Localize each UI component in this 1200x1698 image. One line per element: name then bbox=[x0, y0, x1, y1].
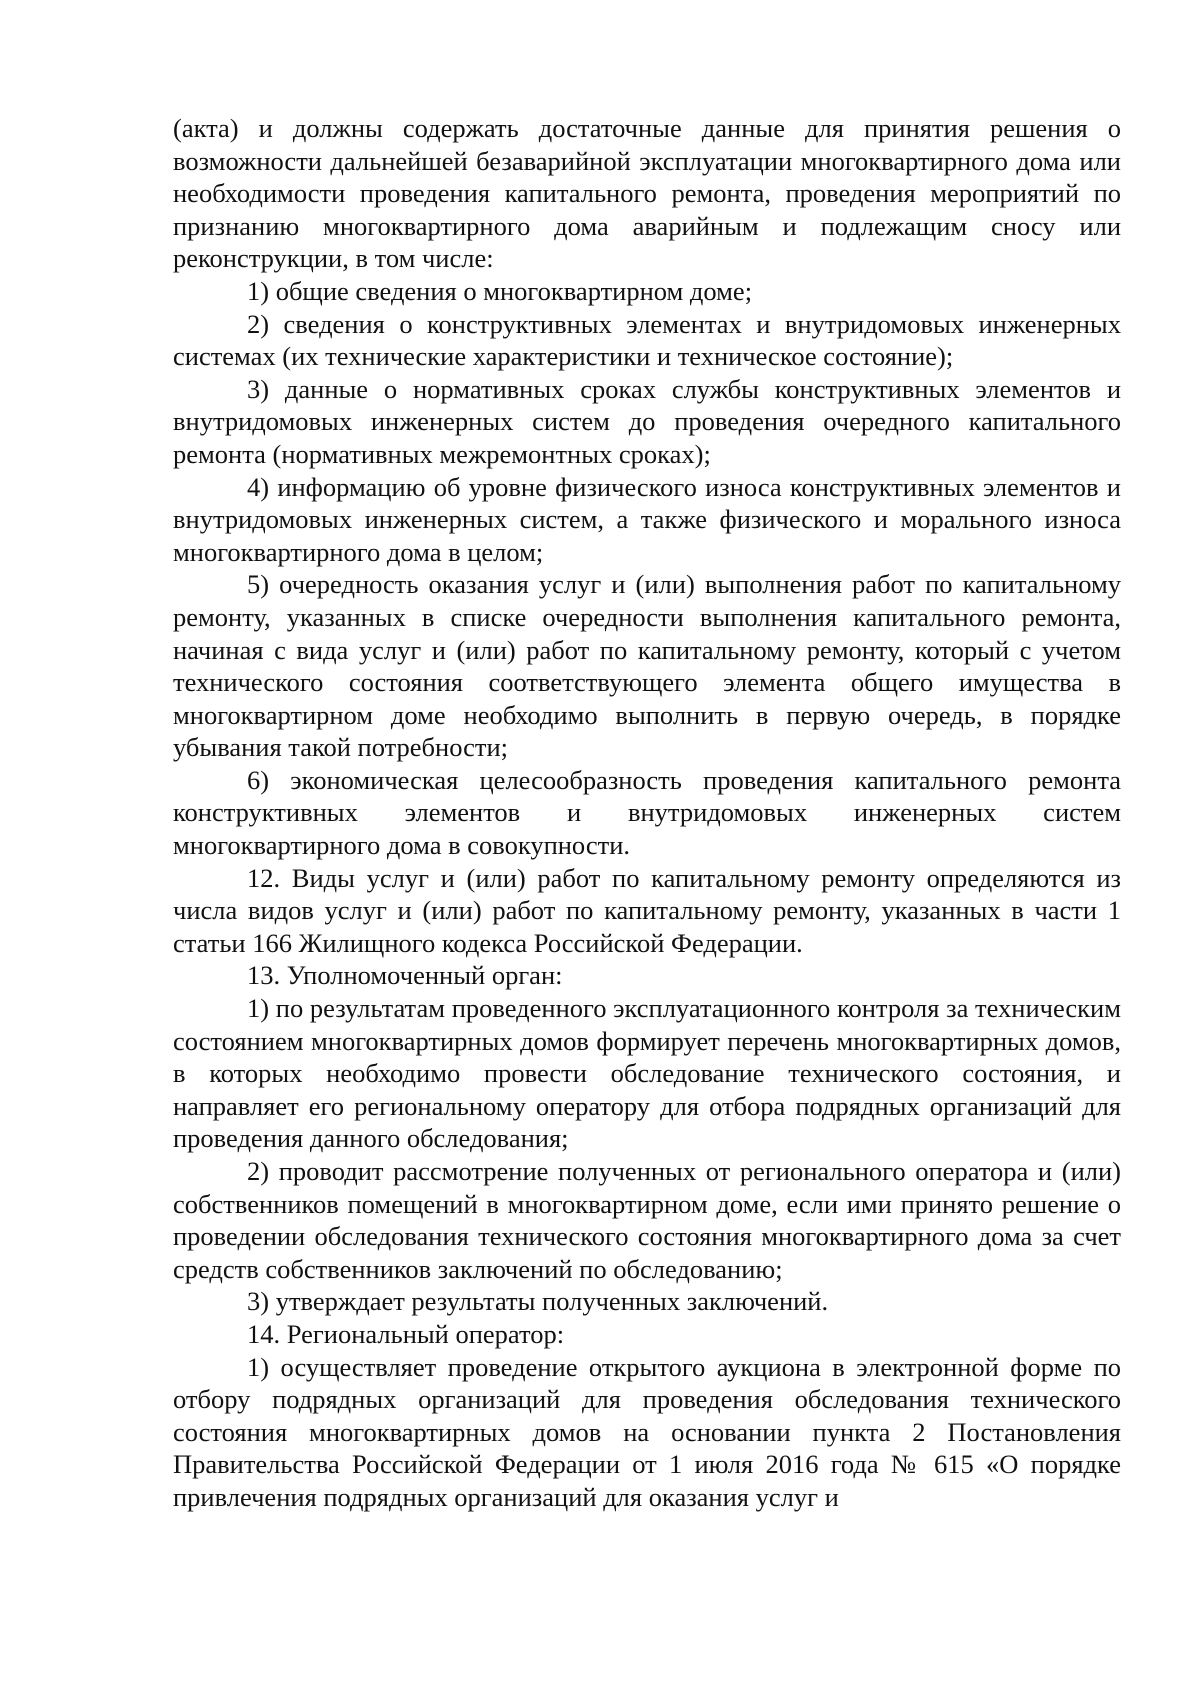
paragraph-section-13: 13. Уполномоченный орган: bbox=[247, 960, 563, 991]
paragraph-item-5: 5) очередность оказания услуг и (или) выполнения работ по капитальному ремонту, указанных в списке очередности выполнения капитального ремонта, начиная с вида услуг и (или) работ по капитальному ремонту, который с учетом технического состояния соответствующего элемента общего имущества в многоквартирном доме необходимо выполнить в первую очередь, в порядке убывания такой потребности; bbox=[173, 569, 1121, 763]
paragraph-section-13-item-2: 2) проводит рассмотрение полученных от регионального оператора и (или) собственников помещений в многоквартирном доме, если ими принято решение о проведении обследования технического состояния многоквартирного дома за счет средств собственников заключений по обследованию; bbox=[173, 1156, 1121, 1284]
paragraph-intro: (акта) и должны содержать достаточные данные для принятия решения о возможности дальнейшей безаварийной эксплуатации многоквартирного дома или необходимости проведения капитального ремонта, проведения мероприятий по признанию многоквартирного дома аварийным и подлежащим сносу или реконструкции, в том числе: bbox=[173, 113, 1121, 274]
paragraph-section-14-item-1: 1) осуществляет проведение открытого аукциона в электронной форме по отбору подрядных организаций для проведения обследования технического состояния многоквартирных домов на основании пункта 2 Постановления Правительства Российской Федерации от 1 июля 2016 года № 615 «О порядке привлечения подрядных организаций для оказания услуг и bbox=[173, 1351, 1121, 1512]
paragraph-item-4: 4) информацию об уровне физического износа конструктивных элементов и внутридомовых инженерных систем, а также физического и морального износа многоквартирного дома в целом; bbox=[173, 471, 1121, 567]
paragraph-section-12: 12. Виды услуг и (или) работ по капитальному ремонту определяются из числа видов услуг и (или) работ по капитальному ремонту, указанных в части 1 статьи 166 Жилищного кодекса Российской Федерации. bbox=[173, 862, 1121, 958]
document-page bbox=[173, 112, 1121, 1514]
paragraph-section-14: 14. Региональный оператор: bbox=[247, 1318, 565, 1349]
paragraph-item-1: 1) общие сведения о многоквартирном доме; bbox=[247, 275, 753, 306]
paragraph-section-13-item-1: 1) по результатам проведенного эксплуатационного контроля за техническим состоянием многоквартирных домов формирует перечень многоквартирных домов, в которых необходимо провести обследование технического состояния, и направляет его региональному оператору для отбора подрядных организаций для проведения данного обследования; bbox=[173, 993, 1121, 1154]
paragraph-item-6: 6) экономическая целесообразность проведения капитального ремонта конструктивных элементов и внутридомовых инженерных систем многоквартирного дома в совокупности. bbox=[173, 764, 1121, 861]
paragraph-item-3: 3) данные о нормативных сроках службы конструктивных элементов и внутридомовых инженерных систем до проведения очередного капитального ремонта (нормативных межремонтных сроках); bbox=[173, 373, 1121, 469]
paragraph-section-13-item-3: 3) утверждает результаты полученных заключений. bbox=[247, 1286, 829, 1317]
paragraph-item-2: 2) сведения о конструктивных элементах и внутридомовых инженерных системах (их технические характеристики и техническое состояние); bbox=[173, 308, 1121, 372]
